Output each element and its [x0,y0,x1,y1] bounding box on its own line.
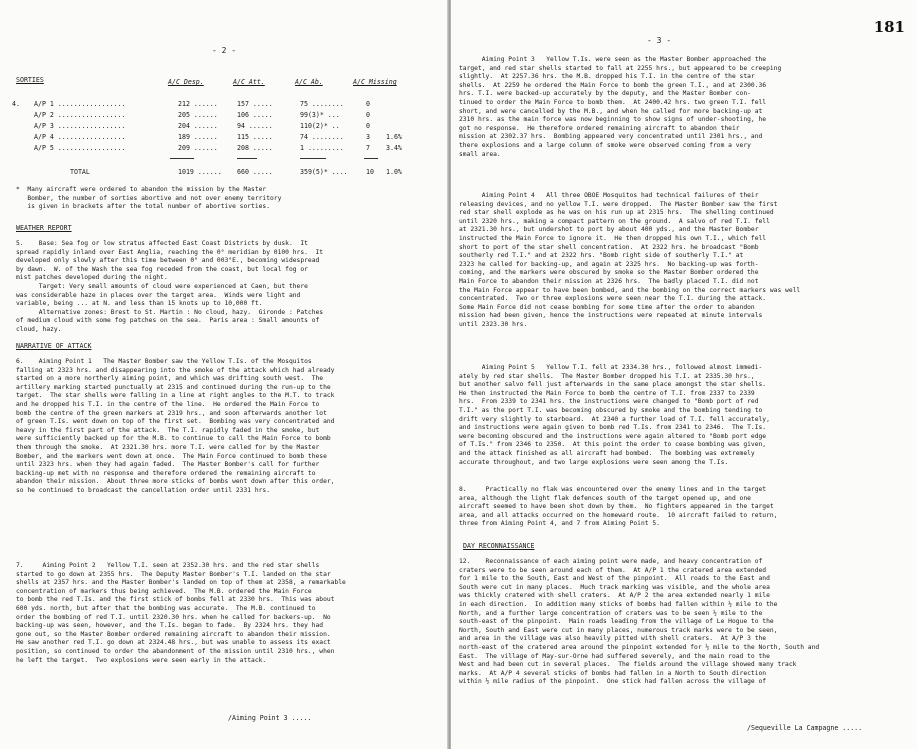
flak-paragraph: 8. Practically no flak was encountered over the enemy lines and in the target area, although the light flak defences south of the target opened up, and one aircraft seemed to have been shot down by them. No fighters appeared in the target area, and all attacks occurred on the homeward route. 10 aircraft failed to return, three from Aiming Point 4, and 7 from Aiming Point 5. [459,486,778,528]
header-ac-ab: A/C Ab. [295,78,323,86]
ac-att-value: 106 ..... [237,111,273,119]
ac-desp-value: 204 ...... [178,122,218,130]
ac-ab-value: 1 ......... [300,144,344,152]
weather-paragraph: 5. Base: Sea fog or low stratus affected East Coast Districts by dusk. It spread rapidly inland over East Anglia, reaching the 0° meridian by 0100 hrs. It developed only slowly after this time between 0° and 003°E., becoming widespread by dawn. W. of the Wash the sea fog receded from the coast, but local fog or mist patches developed during the night. Target: Very small amounts of cloud were experienced at Caen, but there was considerable haze in places over the target area. Winds were light and variable, being ... at N. and less than 15 knots up to 10,000 ft. Alternative zones: Brest to St. Martin : No cloud, hazy. Gironde : Patches of medium cloud with some fog patches on the sea. Paris area : Small amounts of cloud, hazy. [16,240,324,333]
total-percent: 1.0% [386,168,402,176]
ac-missing-value: 0 [366,100,370,108]
day-reconnaissance-heading: DAY RECONNAISSANCE [463,542,535,550]
ac-missing-value: 0 [366,111,370,119]
ac-ab-value: 110(2)* .. [300,122,340,130]
right-page [451,0,917,749]
aiming-point-name: A/P 2 ................. [34,111,126,119]
table-row [34,133,402,143]
archive-number: 181 [873,18,905,36]
weather-heading: WEATHER REPORT [16,224,72,232]
total-missing: 10 [366,168,374,176]
right-page-number: - 3 - [647,36,672,45]
total-att: 660 ..... [237,168,273,176]
ac-missing-value: 3 [366,133,370,141]
total-ab: 359(5)* .... [300,168,348,176]
table-total-row [34,168,402,178]
table-row [34,144,402,154]
sum-line [237,158,257,159]
total-label: TOTAL [70,168,90,176]
sum-line [170,158,194,159]
header-ac-att: A/C Att. [233,78,265,86]
narrative-heading: NARRATIVE OF ATTACK [16,342,92,350]
aiming-point-name: A/P 1 ................. [34,100,126,108]
ac-missing-value: 0 [366,122,370,130]
aiming-point-4-paragraph: Aiming Point 4 All three OBOE Mosquitos had technical failures of their releasing devices, and no yellow T.I. were dropped. The Master Bomber saw the first red star shell explode as he was on his run up at 2315 hrs. The shelling continued until 2320 hrs., making a compact pattern on the ground. A salvo of red T.I. fell at 2321.30 hrs., but undershot to port by about 400 yds., and the Master Bomber instructed the Main Force to ignore it. He then dropped his own T.I., which fell short to port of the star shell concentration. At 2322 hrs. he broadcast "Bomb southerly red T.I." and at 2322 hrs. "Bomb right side of southerly T.I." at 2323 he called for backing-up, and again at 2325 hrs. No backing-up was forth- coming, and the markers were obscured by smoke so the Master Bomber ordered the Main Force to abandon their mission at 2326 hrs. The badly placed T.I. did not the Main Force appear to have been bombed, and the bombing on the correct markers was well concentrated. Two or three explosions were seen near the T.I. during the attack. Some Main Force did not cease bombing for some time after the order to abandon mission had been given, hence the instructions were repeated at minute intervals until 2323.30 hrs. [459,192,801,328]
aiming-point-2-paragraph: 7. Aiming Point 2 Yellow T.I. seen at 2352.30 hrs. and the red star shells started to go down at 2355 hrs. The Deputy Master Bomber's T.I. landed on the star shells at 2357 hrs. and the Master Bomber's landed on top of them at 2358, a remarkable concentration of markers thus being achieved. The M.B. ordered the Main Force to bomb the red T.Is. and the first stick of bombs fell at 2330 hrs. This was about 600 yds. north, but after that the bombing was accurate. The M.B. continued to order the bombing of red T.I. until 2320.30 hrs. when he called for backers-up. No backing-up was seen, however, and the T.Is. began to fade. By 2324 hrs. they had gone out, so the Master Bomber ordered remaining aircraft to abandon their mission. He saw another red T.I. go down at 2324.48 hrs., but was unable to assess its exact position, so continued to order the abandonment of the mission until 2310 hrs., when he left the target. Two explosions were seen early in the attack. [16,562,346,664]
left-page-number: - 2 - [212,46,237,55]
ac-ab-value: 99(3)* ... [300,111,340,119]
header-ac-missing: A/C Missing [353,78,397,86]
table-row [34,111,370,121]
table-row [34,122,370,132]
aiming-point-name: A/P 4 ................. [34,133,126,141]
sum-line [300,158,326,159]
ac-ab-value: 74 ........ [300,133,344,141]
ac-ab-value: 75 ........ [300,100,344,108]
ac-att-value: 115 ..... [237,133,273,141]
missing-percent: 1.6% [386,133,402,141]
reconnaissance-paragraph: 12. Reconnaissance of each aiming point were made, and heavy concentration of craters were to be seen around each of them. At A/P 1 the cratered area extended for 1 mile to the South, East and West of the pinpoint. All roads to the East and South were cut in many places. Much track marking was visible, and the whole area was thickly cratered with shell craters. At A/P 2 the area extended nearly 1 mile in each direction. In addition many sticks of bombs had fallen within ½ mile to the North, and a further large concentration of craters was to be seen ½ mile to the south-east of the pinpoint. Main roads leading from the village of Le Hogue to the North, South and East were cut in many places, numerous track marks were to be seen, and area in the village was also heavily pitted with shell craters. At A/P 3 the north-east of the cratered area around the pinpoint extended for ½ mile to the North, South and East. The village of May-sur-Orne had suffered severely, and the main road to the West and had been cut in several places. The fields around the village showed many track marks. At A/P 4 several sticks of bombs had fallen in a North to South direction within ½ mile radius of the pinpoint. One stick had fallen across the village of [459,558,820,686]
sum-line [364,158,378,159]
ac-att-value: 157 ..... [237,100,273,108]
aiming-point-name: A/P 3 ................. [34,122,126,130]
total-desp: 1019 ...... [178,168,222,176]
ac-missing-value: 7 [366,144,370,152]
table-row [12,100,370,110]
ac-att-value: 208 ..... [237,144,273,152]
sorties-heading: SORTIES [16,76,44,84]
ac-desp-value: 209 ...... [178,144,218,152]
right-continuation: /Sequeville La Campagne ..... [747,724,863,732]
ac-desp-value: 205 ...... [178,111,218,119]
left-page [0,0,449,749]
ac-desp-value: 212 ...... [178,100,218,108]
aiming-point-name: A/P 5 ................. [34,144,126,152]
header-ac-desp: A/C Desp. [168,78,204,86]
ac-desp-value: 189 ...... [178,133,218,141]
aiming-point-5-paragraph: Aiming Point 5 Yellow T.I. fell at 2334.30 hrs., followed almost immedi- ately by red star shells. The Master Bomber dropped his T.I. at 2335.30 hrs., but another salvo fell just afterwards in the same place amongst the star shells. He then instructed the Main Force to bomb the centre of T.I. from 2337 to 2339 hrs. From 2339 to 2341 hrs. the instructions were changed to "Bomb port of red T.I." as the port T.I. was becoming obscured by smoke and the bombing tending to drift very slightly to starboard. At 2340 a further load of T.I. fell accurately, and instructions were again given to bomb red T.Is. from 2341 to 2346. The T.Is. were becoming obscured and the instructions were again altered to "Bomb port edge of T.Is." from 2346 to 2350. At this point the order to cease bombing was given, and the attack finished as all aircraft had bombed. The bombing was extremely accurate throughout, and two large explosions were seen among the T.Is. [459,364,770,466]
left-continuation: /Aiming Point 3 ..... [228,714,312,722]
aiming-point-1-paragraph: 6. Aiming Point 1 The Master Bomber saw the Yellow T.Is. of the Mosquitos falling at 2323 hrs. and disappearing into the smoke of the attack which had already started on a more northerly aiming point, and which was drifting south west. The artillery marking started punctually at 2315 and continued during the run-up to the target. The star shells were falling in a line at right angles to the M.T. to track and he dropped his T.I. in the centre of the line. He ordered the Main Force to bomb the centre of the green markers at 2319 hrs., and soon afterwards another lot of green T.Is. went down on top of the first set. Bombing was very concentrated and heavy in the first part of the attack. The T.I. rapidly faded in the smoke, but were sufficiently backed up for the M.B. to continue to call the Main Force to bomb them through the smoke. At 2321.30 hrs. more T.I. were called for by the Master Bomber, and the markers went down at once. The Main Force continued to bomb these until 2323 hrs. when they had again faded. The Master Bomber's call for further backing-up met with no response and therefore ordered the remaining aircraft to abandon their mission. About three more sticks of bombs went down after this order, so he continued to broadcast the cancellation order until 2331 hrs. [16,358,335,494]
row-number: 4. [12,100,20,108]
missing-percent: 3.4% [386,144,402,152]
abortive-footnote: * Many aircraft were ordered to abandon the mission by the Master Bomber, the number of sorties abortive and not over enemy territory is given in brackets after the total number of abortive sorties. [16,186,282,211]
aiming-point-3-paragraph: Aiming Point 3 Yellow T.Is. were seen as the Master Bomber approached the target, and red star shells started to fall at 2255 hrs., but appeared to be creeping slightly. At 2257.36 hrs. the M.B. dropped his T.I. in the centre of the star shells. At 2259 he ordered the Main Force to bomb the green T.I., and at 2300.36 hrs. T.I. were backed-up accurately by the deputy, and the Master Bomber con- tinued to order the Main Force to bomb them. At 2400.42 hrs. two green T.I. fell short, and were cancelled by the M.B., and when he called for more backing-up at 2310 hrs. as the main force was now beginning to show signs of under-shooting, he got no response. He therefore ordered remaining aircraft to abandon their mission at 2302.37 hrs. Bombing appeared very concentrated until 2301 hrs., and there explosions and a large column of smoke were observed coming from a very small area. [459,56,782,158]
ac-att-value: 94 ...... [237,122,273,130]
